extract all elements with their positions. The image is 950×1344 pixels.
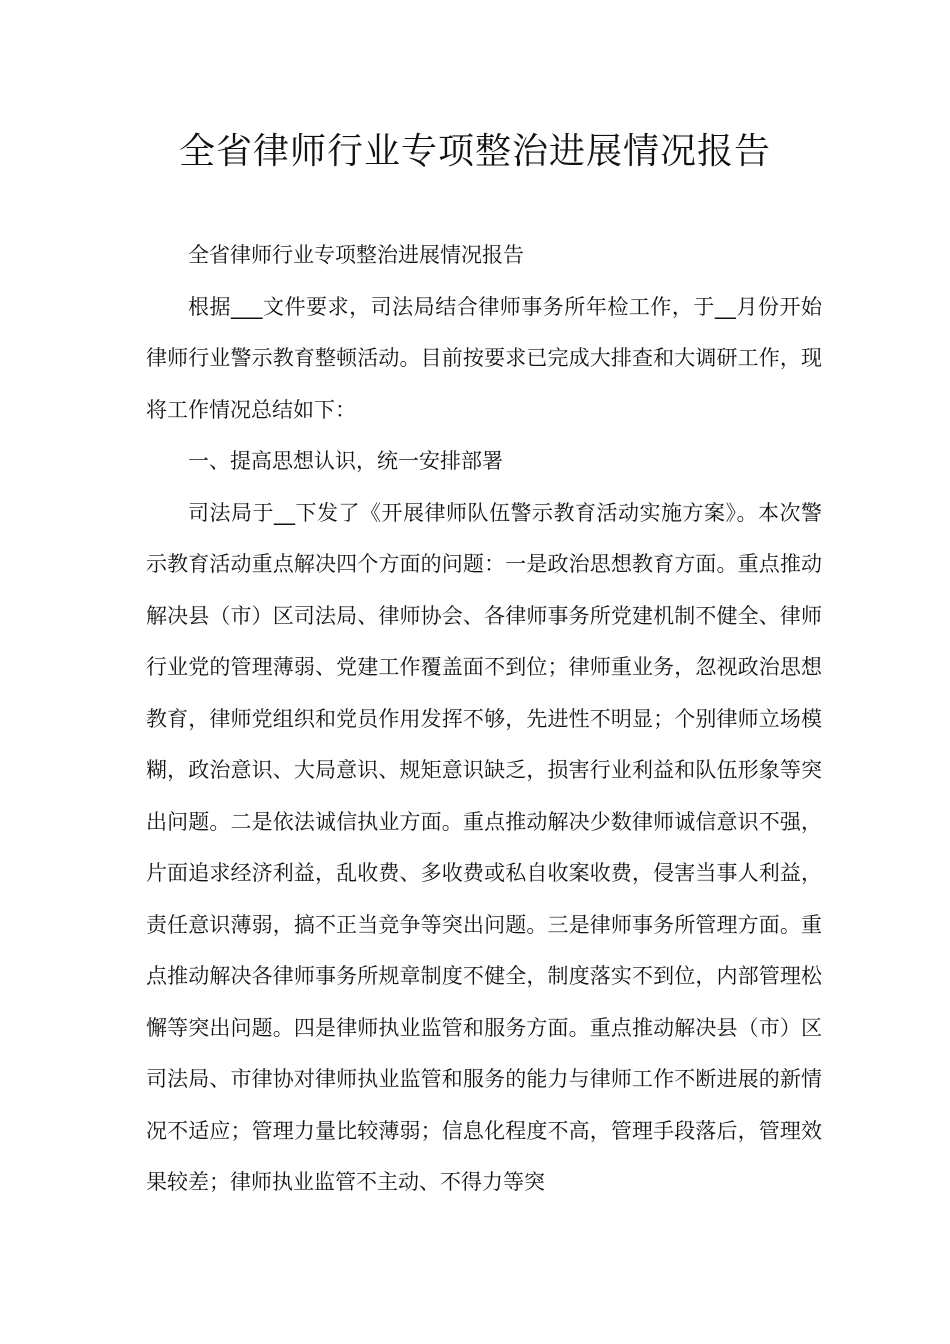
paragraph-intro: 根据___文件要求，司法局结合律师事务所年检工作，于__月份开始律师行业警示教育整顿活动。目前按要求已完成大排查和大调研工作，现将工作情况总结如下： [146, 294, 822, 422]
paragraph-subtitle: 全省律师行业专项整治进展情况报告 [188, 243, 524, 267]
section-heading-1: 一、提高思想认识，统一安排部署 [188, 449, 503, 473]
document-body [146, 230, 822, 1209]
document-title: 全省律师行业专项整治进展情况报告 [178, 131, 771, 172]
paragraph-section-1: 司法局于__下发了《开展律师队伍警示教育活动实施方案》。本次警示教育活动重点解决四个方面的问题：一是政治思想教育方面。重点推动解决县（市）区司法局、律师协会、各律师事务所党建机制不健全、律师行业党的管理薄弱、党建工作覆盖面不到位；律师重业务，忽视政治思想教育，律师党组织和党员作用发挥不够，先进性不明显；个别律师立场模糊，政治意识、大局意识、规矩意识缺乏，损害行业利益和队伍形象等突出问题。二是依法诚信执业方面。重点推动解决少数律师诚信意识不强，片面追求经济利益，乱收费、多收费或私自收案收费，侵害当事人利益，责任意识薄弱，搞不正当竞争等突出问题。三是律师事务所管理方面。重点推动解决各律师事务所规章制度不健全，制度落实不到位，内部管理松懈等突出问题。四是律师执业监管和服务方面。重点推动解决县（市）区司法局、市律协对律师执业监管和服务的能力与律师工作不断进展的新情况不适应；管理力量比较薄弱；信息化程度不高，管理手段落后，管理效果较差；律师执业监管不主动、不得力等突 [146, 500, 822, 1194]
